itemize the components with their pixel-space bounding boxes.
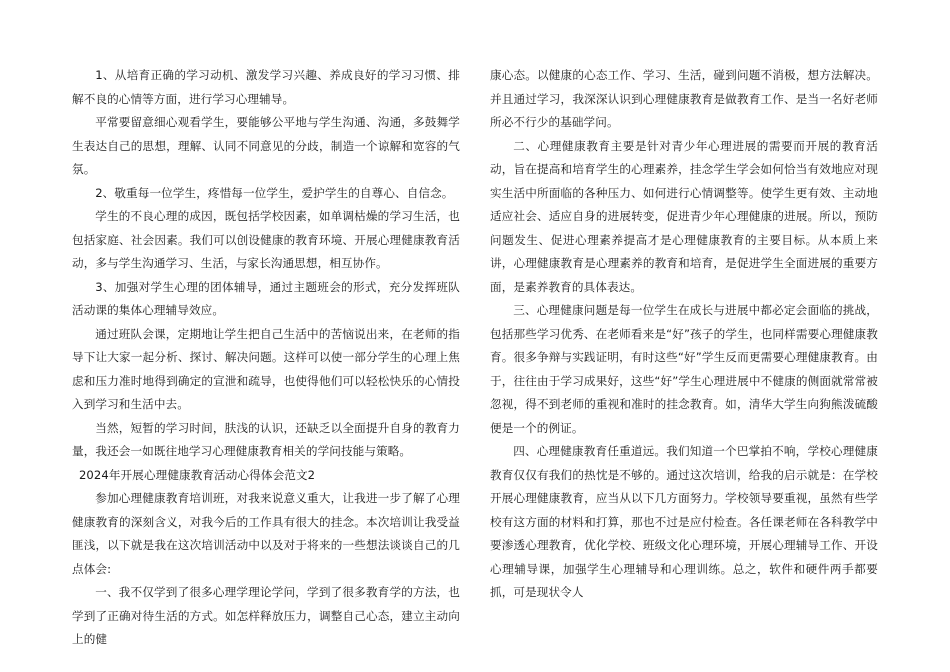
right-column [490,64,878,605]
paragraph: 四、心理健康教育任重道远。我们知道一个巴掌拍不响，学校心理健康教育仅仅有我们的热忱是不够的。通过这次培训，给我的启示就是：在学校开展心理健康教育，应当从以下几方面努力。学校领导要重视，虽然有些学校有这方面的材料和打算，那也不过是应付检查。各任课老师在各科教学中要渗透心理教育，优化学校、班级文化心理环境，开展心理辅导工作、开设心理辅导课，加强学生心理辅导和心理训练。总之，软件和硬件两手都要抓，可是现状令人 [490,444,878,599]
paragraph-continuation: 康心态。以健康的心态工作、学习、生活，碰到问题不消极，想方法解决。并且通过学习，我深深认识到心理健康教育是做教育工作、是当一名好老师所必不行少的基础学问。 [490,68,878,129]
paragraph: 学生的不良心理的成因，既包括学校因素，如单调枯燥的学习生活，也包括家庭、社会因素。我们可以创设健康的教育环境、开展心理健康教育活动，多与学生沟通学习、生活，与家长沟通思想，相互协作。 [72,209,460,270]
paragraph: 2、敬重每一位学生，疼惜每一位学生，爱护学生的自尊心、自信念。 [95,185,454,200]
paragraph: 3、加强对学生心理的团体辅导，通过主题班会的形式，充分发挥班队活动课的集体心理辅导效应。 [72,279,460,317]
paragraph: 当然，短暂的学习时间，肤浅的认识，还缺乏以全面提升自身的教育力量，我还会一如既往地学习心理健康教育相关的学问技能与策略。 [72,420,460,458]
paragraph: 三、心理健康问题是每一位学生在成长与进展中都必定会面临的挑战，包括那些学习优秀、在老师看来是“好”孩子的学生，也同样需要心理健康教育。很多争辩与实践证明，有时这些“好”学生反而更需要心理健康教育。由于，往往由于学习成果好，这些“好”学生心理进展中不健康的侧面就常常被忽视，得不到老师的重视和准时的挂念教育。如，清华大学生向狗熊泼硫酸便是一个的例证。 [490,303,878,435]
paragraph: 通过班队会课，定期地让学生把自己生活中的苦恼说出来，在老师的指导下让大家一起分析、探讨、解决问题。这样可以使一部分学生的心理上焦虑和压力准时地得到确定的宣泄和疏导，也使得他们可以轻松快乐的心情投入到学习和生活中去。 [72,326,460,411]
paragraph: 1、从培育正确的学习动机、激发学习兴趣、养成良好的学习习惯、排解不良的心情等方面，进行学习心理辅导。 [72,68,460,106]
paragraph: 一、我不仅学到了很多心理学理论学问，学到了很多教育学的方法，也学到了正确对待生活的方式。如怎样释放压力，调整自己心态，建立主动向上的健 [72,585,460,646]
paragraph: 平常要留意细心观看学生，要能够公平地与学生沟通、沟通，多鼓舞学生表达自己的思想，理解、认同不同意见的分歧，制造一个谅解和宽容的气氛。 [72,115,460,176]
paragraph: 二、心理健康教育主要是针对青少年心理进展的需要而开展的教育活动，旨在提高和培育学生的心理素养，挂念学生学会如何恰当有效地应对现实生活中所面临的各种压力、如何进行心情调整等。使学生更有效、主动地适应社会、适应自身的进展转变，促进青少年心理健康的进展。所以，预防问题发生、促进心理素养提高才是心理健康教育的主要目标。从本质上来讲，心理健康教育是心理素养的教育和培育，是促进学生全面进展的重要方面，是素养教育的具体表达。 [490,138,878,294]
left-column [72,64,460,652]
paragraph: 参加心理健康教育培训班，对我来说意义重大，让我进一步了解了心理健康教育的深刻含义，对我今后的工作具有很大的挂念。本次培训让我受益匪浅，以下就是我在这次培训活动中以及对于将来的一些想法谈谈自己的几点体会: [72,491,460,576]
section-title: 2024年开展心理健康教育活动心得体会范文2 [78,467,316,482]
